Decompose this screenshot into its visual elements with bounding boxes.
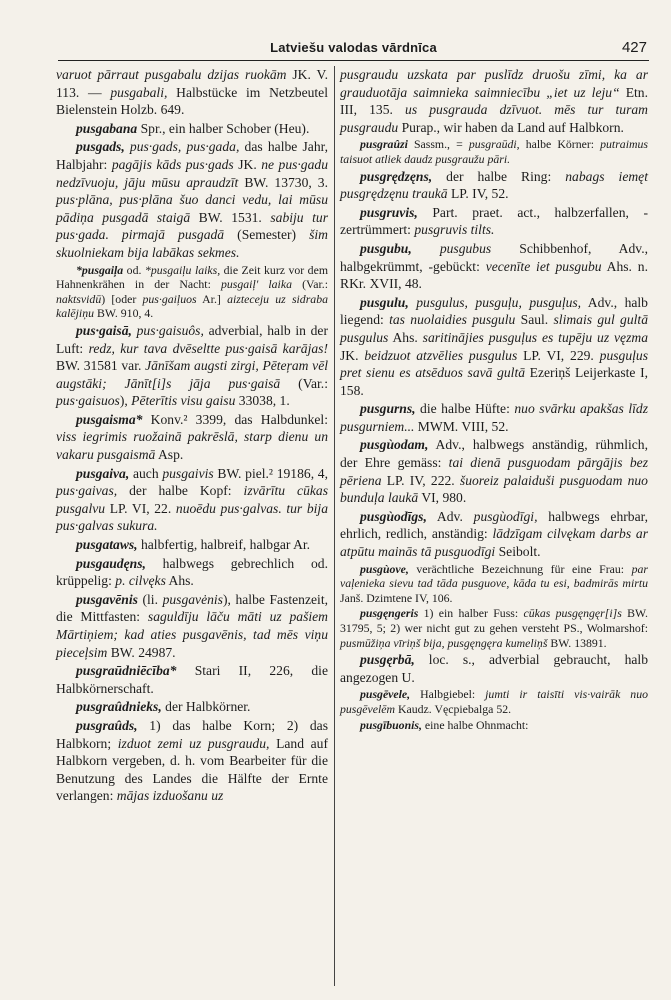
example-text: pus·gaisuôs, <box>136 322 204 338</box>
headword: pusgraûdnieks, <box>76 699 162 715</box>
left-column <box>56 66 328 806</box>
entry-text: LP. VI, 229. <box>517 347 600 363</box>
dictionary-entry <box>56 465 328 535</box>
entry-text: Asp. <box>155 447 184 463</box>
headword: pusgataws, <box>76 537 138 553</box>
entry-text: ), halbe Fastenzeit, die Mittfasten: <box>56 591 328 625</box>
example-text: nabags iemęt pusgrędzęnu traukā <box>340 168 648 202</box>
entry-text: (Var.: <box>280 375 328 391</box>
example-text: pusgulus, pusguļu, pusguļus, <box>416 294 582 310</box>
dictionary-entry <box>56 591 328 661</box>
entry-text: Seibolt. <box>495 544 541 560</box>
example-text: pusgaivis <box>162 465 214 481</box>
example-text: varuot pārraut pusgabalu dzijas ruokām <box>56 67 287 82</box>
entry-text: Ahs. <box>388 329 423 345</box>
headword: pusgubu, <box>360 240 412 256</box>
entry-text: Part. praet. act., halbzerfallen, -zertrümmert: <box>340 204 648 238</box>
headword: pusgaudęns, <box>76 555 146 571</box>
example-text: pusgraūdi, <box>468 137 520 152</box>
example-text: pusmūžiņa vīriņš bija, pusgęngęra kumeliņš <box>340 635 548 650</box>
entry-text: JK. <box>340 347 365 363</box>
headword: pusgabana <box>76 120 138 136</box>
example-text: Pēterītis visu gaisu <box>131 393 236 409</box>
dictionary-entry <box>56 536 328 554</box>
dictionary-entry <box>340 400 648 435</box>
entry-text: adverbial, halb in der Luft: <box>56 322 328 356</box>
dictionary-entry <box>340 508 648 561</box>
example-text: ne pus·gadu nedzīvuoju, jāju mūsu apraudzīt <box>56 156 328 190</box>
entry-text: der Halbkörner. <box>161 699 251 715</box>
example-text: tas nuolaidies pusgulu <box>389 312 516 328</box>
entry-text: Ahs. n. RKr. XVII, 48. <box>340 258 648 292</box>
right-column <box>340 66 648 733</box>
dictionary-entry <box>56 717 328 805</box>
entry-text: die halbe Hüfte: <box>415 401 515 417</box>
example-text: mājas izduošanu uz <box>116 788 224 804</box>
headword: *pusgaiļa <box>76 262 124 277</box>
entry-text: 33038, 1. <box>235 393 290 409</box>
example-text: *pusgaiļu laiks, <box>144 262 221 277</box>
example-text: izvārītu cūkas pusgalvu <box>56 483 328 516</box>
example-text: pus·gads, pus·gada, <box>124 139 240 155</box>
entry-text: Saul. <box>515 312 554 328</box>
example-text: saritinājies pusguļus es tupēju uz vęzma <box>422 329 648 345</box>
entry-text: ) [oder <box>101 291 143 306</box>
example-text: pusgavėnis <box>162 591 223 607</box>
entry-text: Adv., halbwegs anständig, rühmlich, der Ehre gemäss: <box>340 437 648 471</box>
entry-text: Konv.² 3399, das Halbdunkel: <box>142 411 328 427</box>
dictionary-entry <box>56 66 328 119</box>
example-text: naktsvidū <box>56 291 102 306</box>
entry-text: (li. <box>137 591 163 607</box>
entry-text: der halbe Kopf: <box>117 483 244 499</box>
entry-text <box>412 241 440 256</box>
entry-text: BW. 24987. <box>107 644 176 660</box>
example-text: aizteceju uz sidraba kalējiņu <box>56 291 328 321</box>
entry-text: BW. 13891. <box>547 635 607 650</box>
dictionary-entry <box>340 66 648 136</box>
entry-text: LP. IV, 222. <box>381 472 460 488</box>
entry-text: JK. V. 113. — <box>56 67 328 100</box>
dictionary-entry <box>56 411 328 464</box>
dictionary-entry <box>56 120 328 138</box>
example-text: pusgùodīgi, <box>473 508 538 524</box>
dictionary-entry <box>56 138 328 261</box>
dictionary-entry <box>56 263 328 321</box>
headword: pusgùodīgs, <box>360 508 427 524</box>
example-text: putraimus taisuot atliek daudz pusgraužu pāri. <box>340 137 648 166</box>
entry-text: loc. s., adverbial gebraucht, halb angezogen U. <box>340 652 648 685</box>
dictionary-entry <box>340 606 648 650</box>
entry-text: halbwegs ehrbar, ehrlich, redlich, anständig: <box>340 508 648 542</box>
entry-text: BW. 1531. <box>190 209 271 225</box>
dictionary-entry <box>340 294 648 400</box>
headword: pusgęrbā, <box>360 652 415 668</box>
entry-text: Halbgiebel: <box>410 687 486 702</box>
entry-text: Ahs. <box>165 573 194 589</box>
dictionary-entry <box>340 204 648 239</box>
headword: pusgurns, <box>360 401 416 417</box>
dictionary-entry <box>56 698 328 716</box>
headword: pusgads, <box>76 139 125 155</box>
example-text: beidzuot atzvēlies pusgulus <box>364 347 518 363</box>
entry-text: Adv., halb liegend: <box>340 294 648 328</box>
entry-text: BW. 31581 var. <box>56 358 146 374</box>
entry-text: BW. 910, 4. <box>94 306 154 321</box>
example-text: izduot zemi uz pusgraudu, <box>117 735 270 751</box>
entry-text: 1) ein halber Fuss: <box>418 606 524 621</box>
example-text: redz, kur tava dvēseltte pus·gaisā karājas! <box>88 340 328 356</box>
headword: pusgruvis, <box>360 204 418 220</box>
entry-text: halbfertig, halbreif, halbgar Ar. <box>137 537 311 553</box>
entry-text: das halbe Jahr, Halbjahr: <box>56 139 328 172</box>
entry-text: Schibbenhof, Adv., halbgekrümmt, -gebückt: <box>340 240 648 274</box>
example-text: saguldīju lāču māti uz pašiem Mārtiņiem; kad aties pusgavēnis, tad mēs viņu pieceļsim <box>56 609 328 660</box>
example-text: šuoreiz palaiduši pusguodam nuo bunduļa laukā <box>340 472 648 506</box>
example-text: jumti ir taisīti vis·vairāk nuo pusgēvelēm <box>340 687 648 716</box>
dictionary-entry <box>340 718 648 733</box>
entry-text: JK. <box>233 156 262 172</box>
entry-text: eine halbe Ohnmacht: <box>421 717 529 732</box>
entry-text: (Semester) <box>224 227 310 243</box>
example-text: pusgraudu uzskata par puslīdz druošu zīmi, ka ar grauduotāja saimnieka saimniecību „iet uz leju“ <box>340 67 648 100</box>
example-text: us pusgrauda dzīvuot. mēs tur turam pusgraudu <box>340 102 648 135</box>
entry-text: Ezeriņš Leijerkaste I, 158. <box>340 365 649 398</box>
example-text: pusgruvis tilts. <box>414 222 495 238</box>
entry-text: od. <box>123 262 145 277</box>
entry-text: ), <box>119 393 132 409</box>
example-text: tai dienā pusguodam pārgājis bez pēriena <box>340 455 648 488</box>
entry-text: BW. piel.² 19186, 4, <box>213 465 328 481</box>
example-text: pusgabali, <box>110 84 168 100</box>
headword: pusgraûds, <box>76 717 138 733</box>
example-text: cūkas pusgęngęr[i]s <box>523 606 622 621</box>
entry-text: Sassm., = <box>407 137 469 152</box>
dictionary-entry <box>340 137 648 166</box>
dictionary-entry <box>340 562 648 606</box>
headword: pusgulu, <box>360 294 409 310</box>
entry-text: BW. 13730, 3. <box>238 174 328 190</box>
headword: pusgībuonis, <box>360 717 422 732</box>
example-text: pusguļus pret sienu es atsēduos savā gultā <box>340 347 649 381</box>
headword: pusgaiva, <box>76 465 130 481</box>
example-text: pusgubus <box>439 240 492 256</box>
page-number: 427 <box>621 39 647 56</box>
example-text: pus·gaisuos <box>56 393 120 409</box>
dictionary-entry <box>340 168 648 203</box>
example-text: pus·gaiļuos <box>142 291 197 306</box>
entry-text: LP. VI, 22. <box>105 500 176 516</box>
example-text: šim skuolniekam bija labākas sekmes. <box>56 227 328 260</box>
entry-text: Adv. <box>426 508 474 524</box>
example-text: vecenīte iet pusgubu <box>485 258 602 274</box>
example-text: p. cilvęks <box>115 573 166 589</box>
example-text: pagājis kāds pus·gads <box>111 156 234 172</box>
entry-text: Janš. Dzimtene IV, 106. <box>340 590 453 605</box>
headword: pusgaisma* <box>76 411 143 427</box>
entry-text: Halbstücke im Netzbeutel Bielenstein Holzb. 649. <box>56 84 328 118</box>
entry-text: BW. 31795, 5; 2) wer nicht gut zu gehen versteht PS., Wolmarshof: <box>340 606 648 635</box>
example-text: nuo svārku apakšas līdz pusgurniem... <box>340 401 648 434</box>
headword: pus·gaisā, <box>76 322 132 338</box>
entry-text: MWM. VIII, 52. <box>414 418 509 434</box>
headword: pusgùove, <box>360 561 409 576</box>
running-header <box>58 38 649 61</box>
headword: pusgrędzęns, <box>360 168 433 184</box>
headword: pusgavēnis <box>76 591 138 607</box>
entry-text: auch <box>129 465 163 481</box>
entry-text: Kaudz. Vęcpiebalga 52. <box>395 701 512 716</box>
dictionary-entry <box>340 687 648 716</box>
dictionary-entry <box>56 555 328 590</box>
example-text: slimais gul gultā pusgulus <box>340 312 648 345</box>
entry-text: Purap., wir haben da Land auf Halbkorn. <box>398 119 624 135</box>
column-divider <box>334 66 335 986</box>
entry-text: halbwegs gebrechlich od. krüppelig: <box>56 555 328 589</box>
headword: pusgęngeris <box>360 606 419 621</box>
entry-text: (Var.: <box>291 277 328 292</box>
entry-text: die Zeit kurz vor dem Hahnenkrähen in der Nacht: <box>56 262 328 292</box>
entry-text: Spr., ein halber Schober (Heu). <box>137 120 310 136</box>
headword: pusgùodam, <box>360 437 429 453</box>
dictionary-entry <box>56 662 328 697</box>
entry-text: halbe Körner: <box>519 137 601 152</box>
headword: pusgēvele, <box>360 687 411 702</box>
page-title: Latviešu valodas vārdnīca <box>270 40 437 55</box>
example-text: Jānīšam augsti zirgi, Pēteŗam vēl augstāki; Jānīt[i]s jāja pus·gaisā <box>56 358 329 391</box>
entry-text: der halbe Ring: <box>432 168 566 184</box>
entry-text: LP. IV, 52. <box>447 186 509 202</box>
entry-text: Land auf Halbkorn vergeben, d. h. vom Bearbeiter für die Benutzung des Landes die Hälfte der Ernte verlangen: <box>56 735 328 804</box>
entry-text: 1) das halbe Korn; 2) das Halbkorn; <box>56 717 328 751</box>
example-text: par vaļenieka sievu tad tāda pusguove, kāda tu esi, badmirās mirtu <box>340 561 648 591</box>
entry-text: Stari II, 226, die Halbkörnerschaft. <box>56 663 328 696</box>
entry-text: VI, 980. <box>418 490 467 506</box>
entry-text: Etn. III, 135. <box>340 84 648 118</box>
dictionary-entry <box>340 240 648 293</box>
example-text: pusgaiļ' laika <box>220 277 292 292</box>
example-text: lādzīgam cilvękam darbs ar atpūtu mainās tā pusguodīgi <box>340 526 648 560</box>
example-text: pus·gaivas, <box>56 483 118 499</box>
dictionary-entry <box>56 322 328 410</box>
dictionary-entry <box>340 436 648 506</box>
dictionary-entry <box>340 651 648 686</box>
example-text: viss iegrimis ruožainā pakrēslā, starp dienu un vakaru pusgaismā <box>56 429 328 463</box>
headword: pusgraūdniēcība* <box>76 663 177 679</box>
entry-text: verächtliche Bezeichnung für eine Frau: <box>408 561 632 576</box>
example-text: sabiju tur pus·gada. pirmajā pusgadā <box>56 209 328 243</box>
example-text: pus·plāna, pus·plāna šuo danci vedu, lai mūsu pādiņa pusgadā staigā <box>56 192 328 225</box>
entry-text: Ar.] <box>196 291 228 306</box>
example-text: nuoēdu pus·galvas. tur bija pus·galvas sukura. <box>56 500 328 534</box>
headword: pusgraûzi <box>360 137 408 152</box>
